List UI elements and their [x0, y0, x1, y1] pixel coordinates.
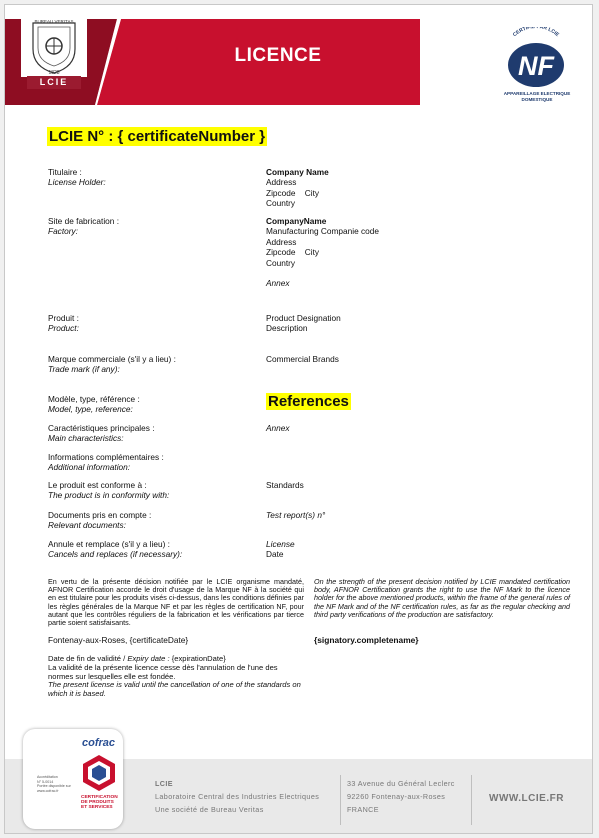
bureau-veritas-logo: [21, 17, 87, 91]
product-label-fr: Produit :: [48, 313, 79, 323]
factory-address: Address: [266, 236, 297, 247]
footer-address: 33 Avenue du Général Leclerc 92260 Fontenay-aux-Roses FRANCE: [347, 779, 455, 814]
footer-organization: LCIE Laboratoire Central des Industries Electriques Une société de Bureau Veritas: [155, 779, 320, 814]
conformity-label-en: The product is in conformity with:: [48, 490, 170, 501]
validity-header: Date de fin de validité / Expiry date : {expirationDate}: [48, 654, 226, 663]
signatory-name: {signatory.completename}: [314, 635, 419, 645]
cancels-date: Date: [266, 549, 284, 560]
factory-label-en: Factory:: [48, 226, 78, 237]
conformity-value: Standards: [266, 480, 304, 490]
factory-company: CompanyName: [266, 216, 327, 226]
svg-text:1828: 1828: [48, 70, 60, 76]
factory-label-fr: Site de fabrication :: [48, 216, 120, 226]
conformity-label-fr: Le produit est conforme à :: [48, 480, 147, 490]
cancels-license: License: [266, 539, 295, 549]
trademark-label-en: Trade mark (if any):: [48, 364, 120, 375]
product-label-en: Product:: [48, 323, 79, 334]
characteristics-value: Annex: [266, 423, 290, 433]
holder-address: Address: [266, 177, 297, 188]
cofrac-accreditation-text: Accréditation N° 5-0014 Portée disponible sur www.cofrac.fr: [37, 775, 71, 793]
factory-country: Country: [266, 257, 296, 268]
trademark-value: Commercial Brands: [266, 354, 339, 364]
svg-text:CERTIFIÉ PAR LCIE: CERTIFIÉ PAR LCIE: [511, 27, 561, 39]
cofrac-certification-text: CERTIFICATION DE PRODUITS ET SERVICES: [81, 795, 118, 811]
place-date: Fontenay-aux-Roses, {certificateDate}: [48, 635, 189, 645]
nf-caption: APPAREILLAGE ELECTRIQUE DOMESTIQUE: [503, 91, 571, 102]
holder-zipcity: Zipcode City: [266, 187, 320, 198]
svg-text:BUREAU VERITAS: BUREAU VERITAS: [34, 19, 74, 24]
additional-label-fr: Informations complémentaires :: [48, 452, 164, 462]
licence-page: [4, 4, 593, 834]
validity-text-fr: La validité de la présente licence cesse dès l'annulation de l'une des normes sur lesquelles elle est fondée.: [48, 662, 278, 681]
characteristics-label-en: Main characteristics:: [48, 433, 124, 444]
validity-text-en: The present license is valid until the cancellation of one of the standards on which it is based.: [48, 680, 301, 699]
cancels-label-en: Cancels and replaces (if necessary):: [48, 549, 183, 560]
factory-annex: Annex: [266, 278, 290, 289]
documents-value: Test report(s) n°: [266, 510, 326, 520]
additional-label-en: Additional information:: [48, 462, 131, 473]
cofrac-hexagon-icon: [79, 753, 119, 793]
cofrac-accreditation-badge: [23, 729, 123, 829]
footer-divider-2: [471, 775, 472, 825]
model-label-fr: Modèle, type, référence :: [48, 394, 140, 404]
factory-zipcity: Zipcode City: [266, 247, 320, 258]
lcie-band: LCIE: [27, 76, 81, 89]
factory-code: Manufacturing Companie code: [266, 226, 379, 237]
footer-website: WWW.LCIE.FR: [489, 793, 564, 804]
licence-title: LICENCE: [234, 45, 322, 66]
holder-company: Company Name: [266, 167, 329, 177]
model-references: References: [268, 393, 349, 410]
holder-country: Country: [266, 198, 296, 209]
documents-label-en: Relevant documents:: [48, 520, 126, 531]
trademark-label-fr: Marque commerciale (s'il y a lieu) :: [48, 354, 176, 364]
product-designation: Product Designation: [266, 313, 341, 323]
product-description: Description: [266, 323, 308, 334]
statement-en: On the strength of the present decision notified by LCIE mandated certification body, AFNOR Certification grants the right to use the NF Mark to the licence holder for the above mentioned products, within the frame of the general rules of the NF Mark and of the NF certification rules, as far as the regular checking and third party verifications of the production are satisfactory.: [314, 577, 570, 619]
certificate-number-title: LCIE N° : { certificateNumber }: [49, 128, 266, 145]
characteristics-label-fr: Caractéristiques principales :: [48, 423, 155, 433]
holder-label-fr: Titulaire :: [48, 167, 82, 177]
statement-fr: En vertu de la présente décision notifiée par le LCIE organisme mandaté, AFNOR Certification accorde le droit d'usage de la Marque NF à la société qui en est titulaire pour les produits visés ci-dessus, dans les conditions définies par les règles générales de la Marque NF et par les règles de certification NF, pour autant que les contrôles réguliers de la fabrication et les vérifications par tierce partie soient satisfaisants.: [48, 577, 304, 628]
validity-block: [48, 655, 304, 699]
holder-label-en: License Holder:: [48, 177, 106, 188]
cancels-label-fr: Annule et remplace (s'il y a lieu) :: [48, 539, 170, 549]
cofrac-wordmark: cofrac: [82, 737, 116, 749]
svg-text:NF: NF: [518, 51, 554, 81]
model-label-en: Model, type, reference:: [48, 404, 133, 415]
footer-divider-1: [340, 775, 341, 825]
documents-label-fr: Documents pris en compte :: [48, 510, 152, 520]
